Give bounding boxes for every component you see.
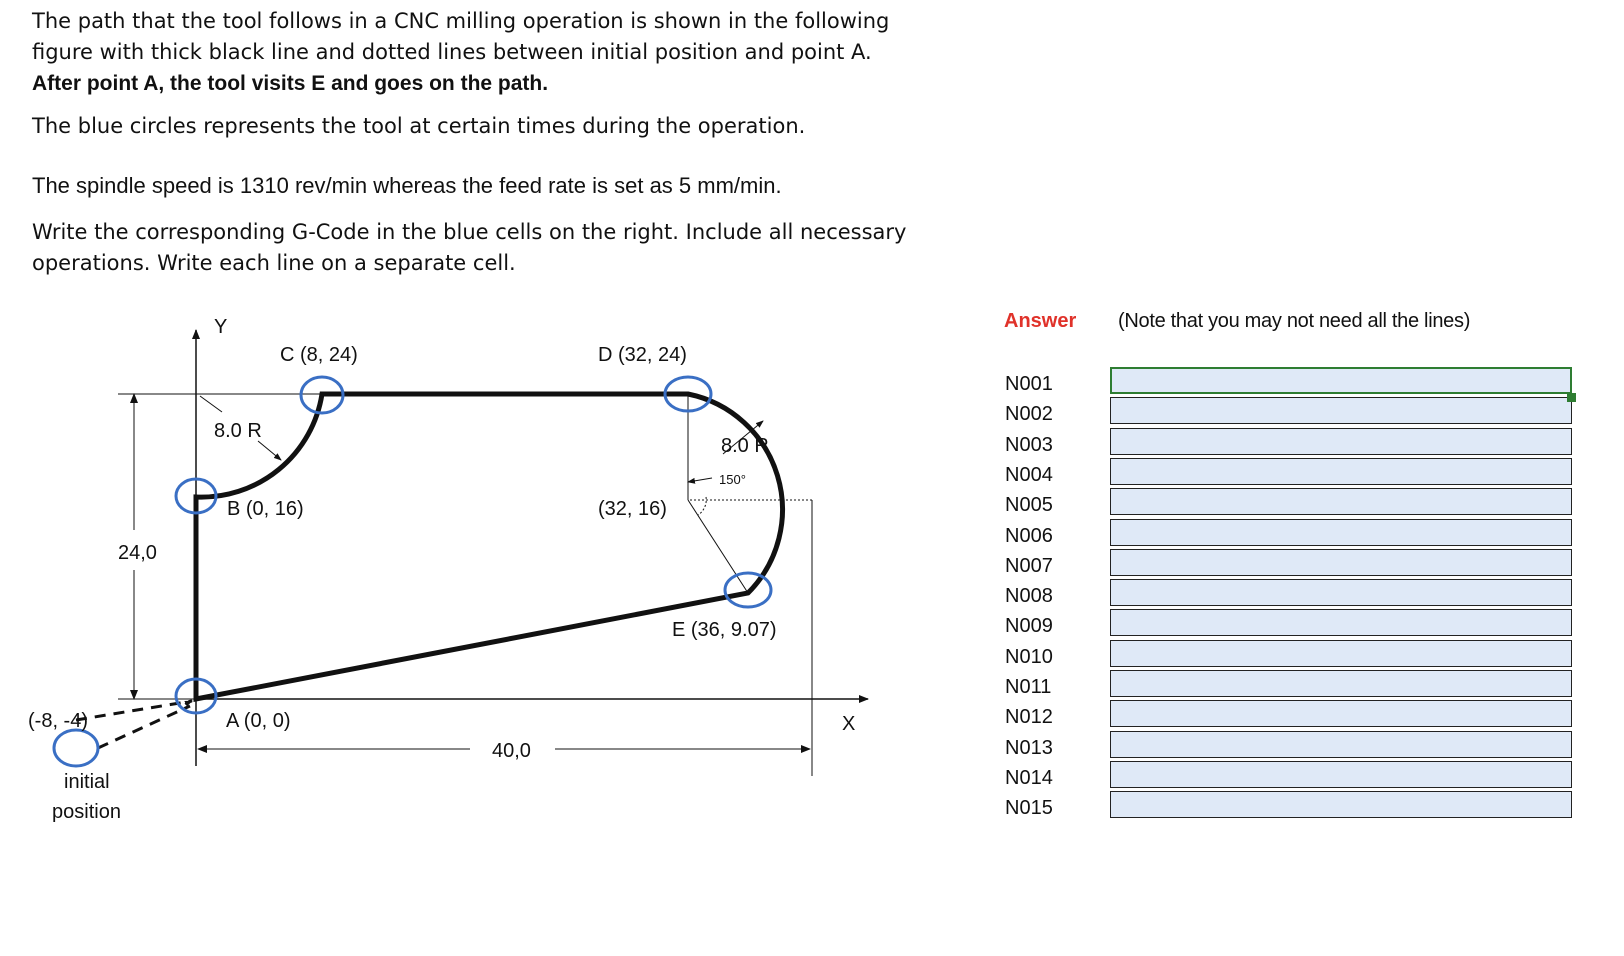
approach-path-dashed-1 [76,701,192,720]
point-d-label: D (32, 24) [598,344,687,366]
initial-coord-label: (-8, -4) [28,710,88,732]
angle-arrow [688,478,712,482]
line-number-label: N012 [1005,706,1053,728]
line-number-label: N006 [1005,525,1053,547]
initial-label-line2: position [52,801,121,823]
point-a-label: A (0, 0) [226,710,291,732]
answer-cell[interactable] [1110,367,1572,394]
angle-label: 150° [719,472,746,487]
answer-cell[interactable] [1110,640,1572,667]
answer-cell[interactable] [1110,458,1572,485]
tool-circle-initial [54,730,98,766]
initial-label-line1: initial [64,771,110,793]
dim-width-label: 40,0 [492,740,531,762]
tool-circles [54,377,771,766]
line-number-label: N013 [1005,737,1053,759]
radius-left-label: 8.0 R [214,420,262,442]
line-number-label: N010 [1005,646,1053,668]
answer-heading: Answer [1004,310,1077,332]
line-number-label: N011 [1005,676,1052,698]
instruction-line: operations. Write each line on a separate cell. [32,251,516,275]
radius-right-label: 8.0 R [721,435,769,457]
instruction-line: The path that the tool follows in a CNC milling operation is shown in the following [32,9,890,33]
answer-cell[interactable] [1110,579,1572,606]
answer-cell[interactable] [1110,700,1572,727]
line-number-label: N009 [1005,615,1053,637]
x-axis-label: X [842,713,856,735]
answer-cell[interactable] [1110,488,1572,515]
line-number-label: N002 [1005,403,1053,425]
answer-cell[interactable] [1110,549,1572,576]
radius-left-leader-2 [258,441,281,460]
answer-cell[interactable] [1110,761,1572,788]
cell-fill-handle[interactable] [1567,393,1576,402]
answer-cell[interactable] [1110,609,1572,636]
line-number-label: N014 [1005,767,1053,789]
line-number-label: N005 [1005,494,1053,516]
dim-height-label: 24,0 [118,542,157,564]
answer-cell[interactable] [1110,397,1572,424]
answer-cell[interactable] [1110,791,1572,818]
answer-note: (Note that you may not need all the lines) [1118,310,1471,332]
line-number-label: N008 [1005,585,1053,607]
point-b-label: B (0, 16) [227,498,304,520]
answer-cell[interactable] [1110,670,1572,697]
line-number-label: N015 [1005,797,1053,819]
line-number-label: N003 [1005,434,1053,456]
answer-cell[interactable] [1110,428,1572,455]
answer-cell[interactable] [1110,519,1572,546]
y-axis-label: Y [214,316,228,338]
approach-arrowhead [185,701,192,704]
instruction-bold-line: After point A, the tool visits E and goes on the path. [32,72,549,95]
tool-path [196,394,782,699]
radius-left-leader-1 [200,396,222,412]
point-e-label: E (36, 9.07) [672,619,777,641]
instructions-paragraph-3: The spindle speed is 1310 rev/min whereas the feed rate is set as 5 mm/min. [32,173,782,198]
instructions-paragraph-2: The blue circles represents the tool at certain times during the operation. [32,114,806,138]
instruction-line: figure with thick black line and dotted lines between initial position and point A. [32,40,872,64]
radius-line-to-e [688,500,748,593]
center-label: (32, 16) [598,498,667,520]
answer-cell[interactable] [1110,731,1572,758]
approach-path-dashed-2 [98,706,190,748]
point-c-label: C (8, 24) [280,344,358,366]
line-number-label: N004 [1005,464,1053,486]
line-number-label: N007 [1005,555,1053,577]
line-number-label: N001 [1005,373,1053,395]
instruction-line: Write the corresponding G-Code in the blue cells on the right. Include all necessary [32,220,907,244]
